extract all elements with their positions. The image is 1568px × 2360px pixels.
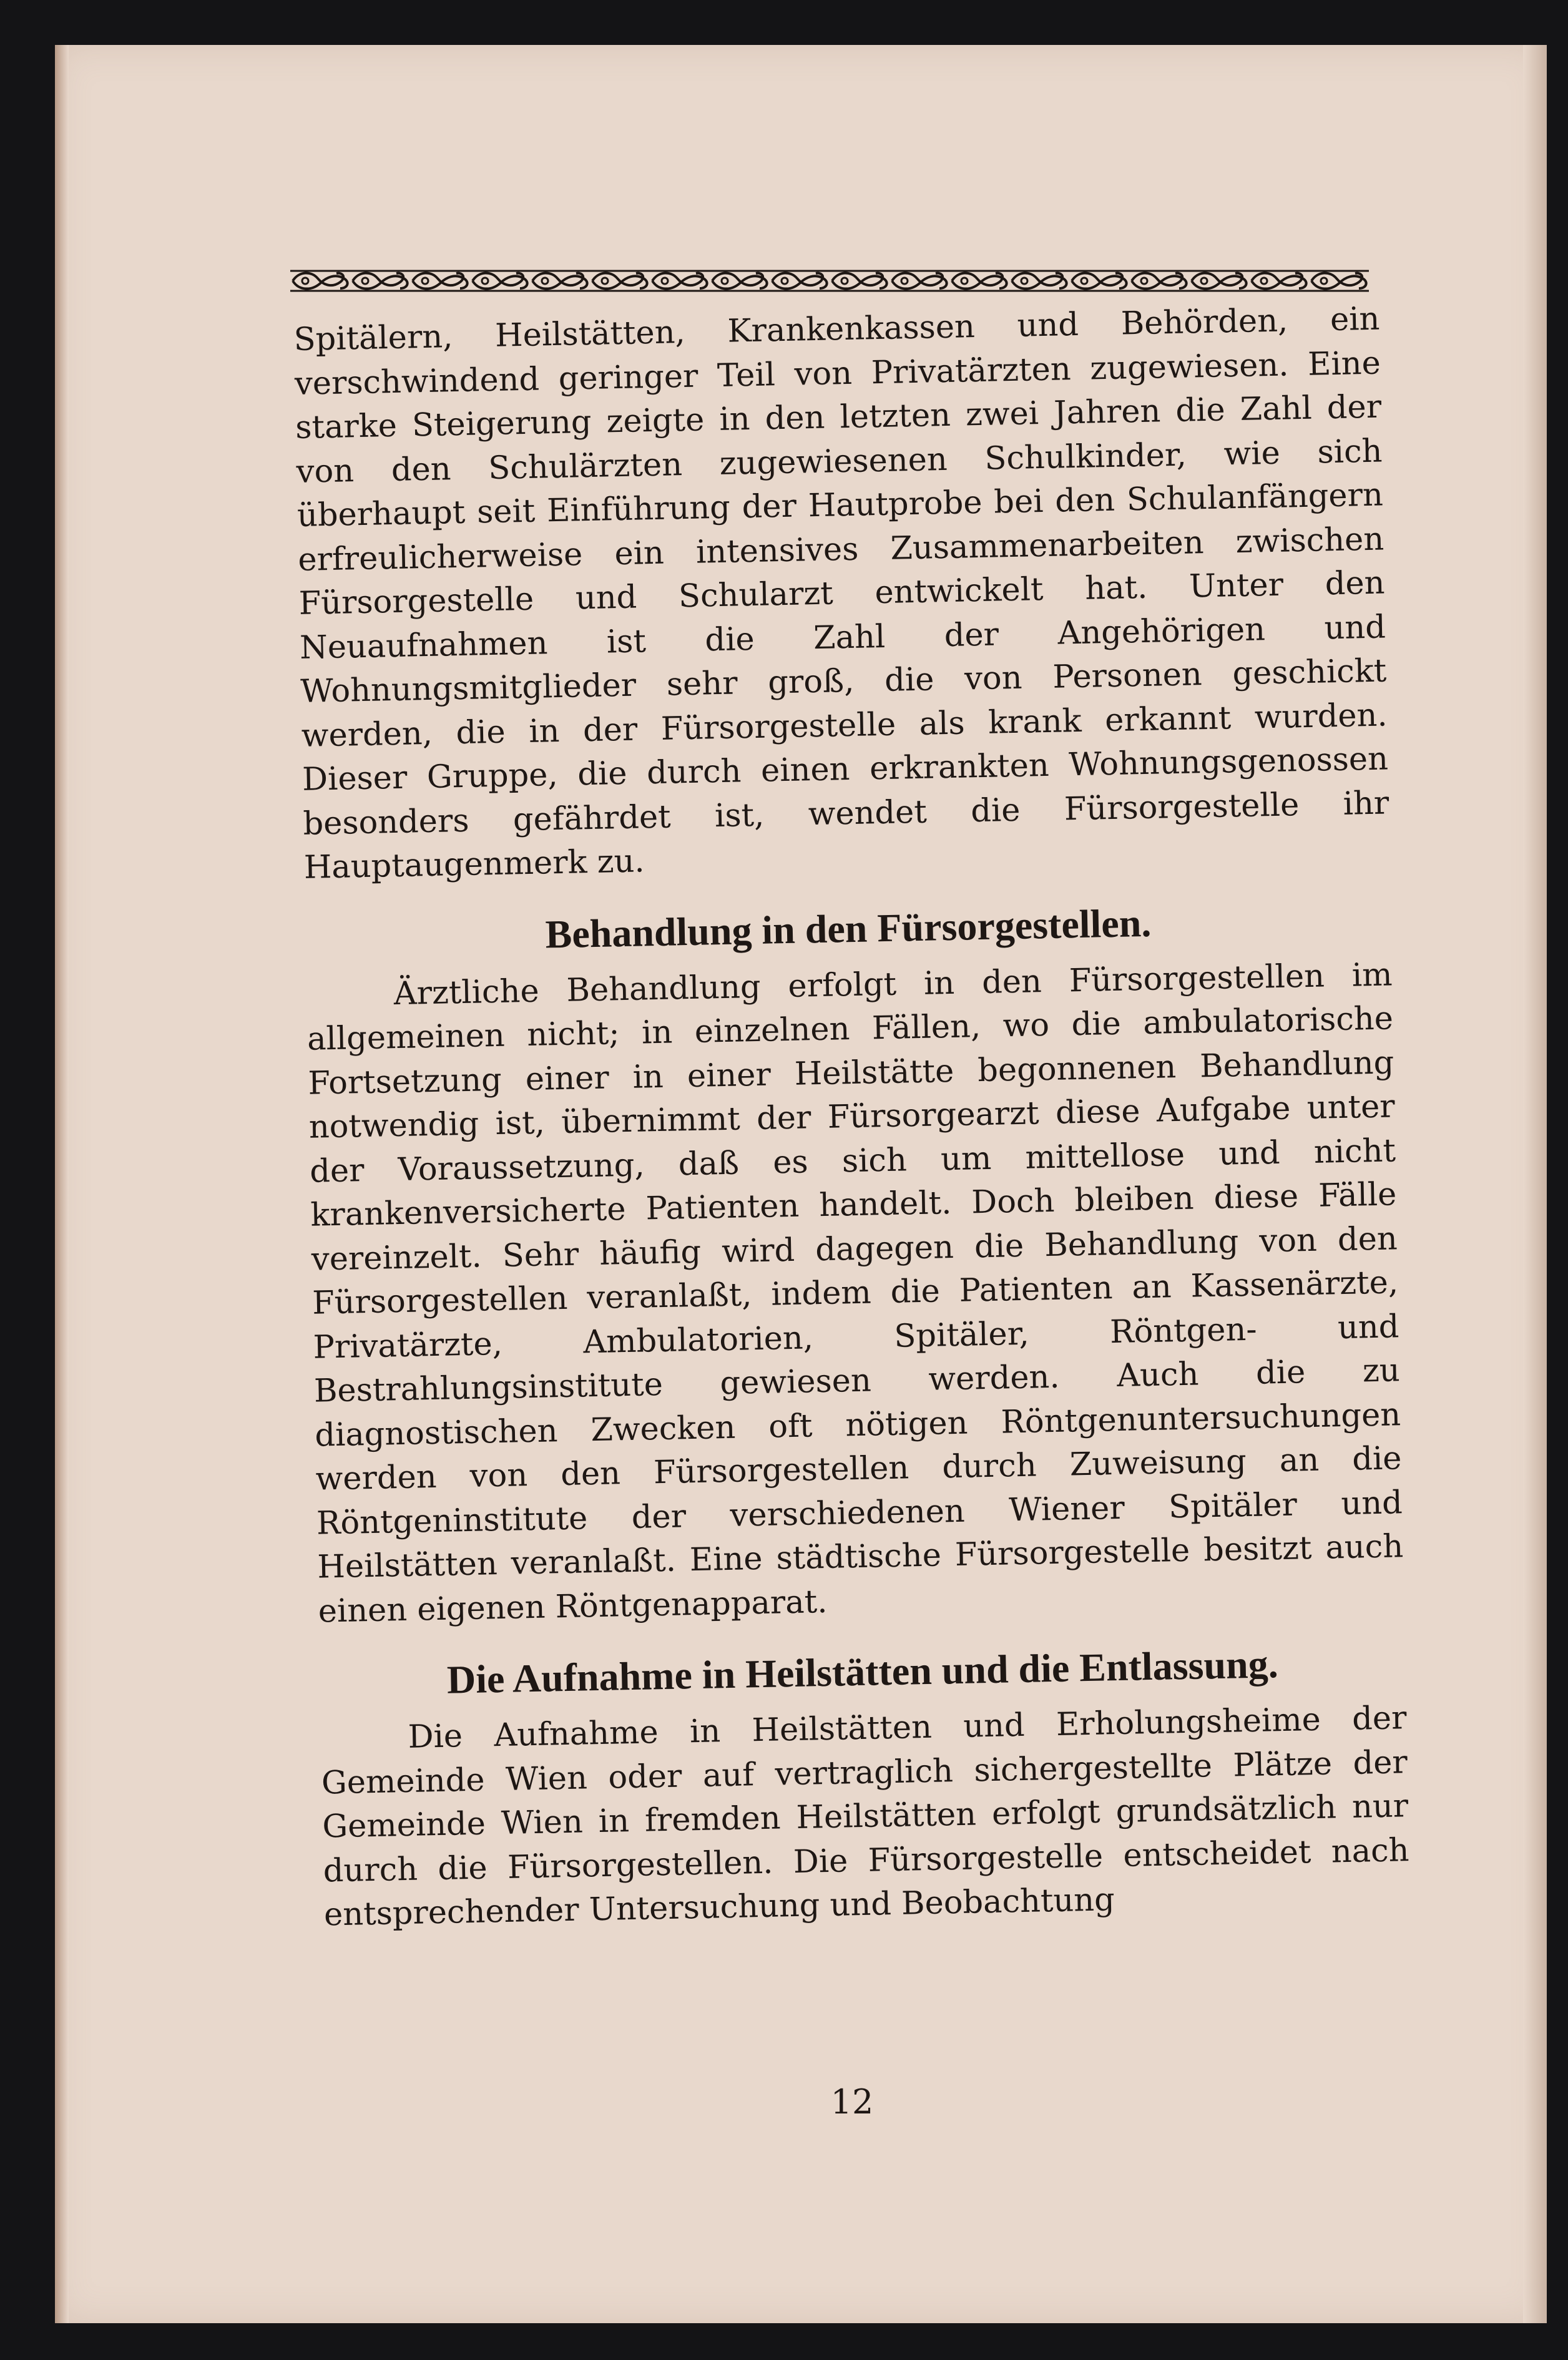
section-heading: Die Aufnahme in Heilstätten und die Entlassung. [446,1642,1279,1702]
decorative-border-ornament [290,270,1369,292]
page-text-block [293,298,1410,1937]
section-heading: Behandlung in den Fürsorgestellen. [544,900,1152,956]
page-left-edge [55,45,69,2323]
page-right-edge [1523,45,1547,2323]
body-paragraph: Spitälern, Heilstätten, Krankenkassen und Behörden, ein verschwindend geringer Teil von Privatärzten zugewiesen. Eine starke Steigerung zeigte in den letzten zwei Jahren die Zahl der von den Schulärzten zugewiesenen Schulkinder, wie sich überhaupt seit Einführung der Hautprobe bei den Schulanfängern erfreulicherweise ein intensives Zusammenarbeiten zwischen Fürsorgestelle und Schularzt entwickelt hat. Unter den Neuaufnahmen ist die Zahl der Angehörigen und Wohnungsmitglieder sehr groß, die von Personen geschickt werden, die in der Fürsorgestelle als krank erkannt wurden. Dieser Gruppe, die durch einen erkrankten Wohnungsgenossen besonders gefährdet ist, wendet die Fürsorgestelle ihr Hauptaugenmerk zu. [293,300,1389,886]
page-number: 12 [830,2082,874,2122]
body-paragraph: Ärztliche Behandlung erfolgt in den Fürsorgestellen im allgemeinen nicht; in einzelnen Fällen, wo die ambulatorische Fortsetzung einer in einer Heilstätte begonnenen Behandlung notwendig ist, übernimmt der Fürsorgearzt diese Aufgabe unter der Voraussetzung, daß es sich um mittellose und nicht krankenversicherte Patienten handelt. Doch bleiben diese Fälle vereinzelt. Sehr häufig wird dagegen die Behandlung von den Fürsorgestellen veranlaßt, indem die Patienten an Kassenärzte, Privatärzte, Ambulatorien, Spitäler, Röntgen- und Bestrahlungsinstitute gewiesen werden. Auch die zu diagnostischen Zwecken oft nötigen Röntgenuntersuchungen werden von den Fürsorgestellen durch Zuweisung an die Röntgeninstitute der verschiedenen Wiener Spitäler und Heilstätten veranlaßt. Eine städtische Fürsorgestelle besitzt auch einen eigenen Röntgenapparat. [306,956,1404,1630]
body-paragraph: Die Aufnahme in Heilstätten und Erholungsheime der Gemeinde Wien oder auf vertraglich sichergestellte Plätze der Gemeinde Wien in fremden Heilstätten erfolgt grundsätzlich nur durch die Fürsorgestellen. Die Fürsorgestelle entscheidet nach entsprechender Untersuchung und Beobachtung [321,1700,1410,1934]
